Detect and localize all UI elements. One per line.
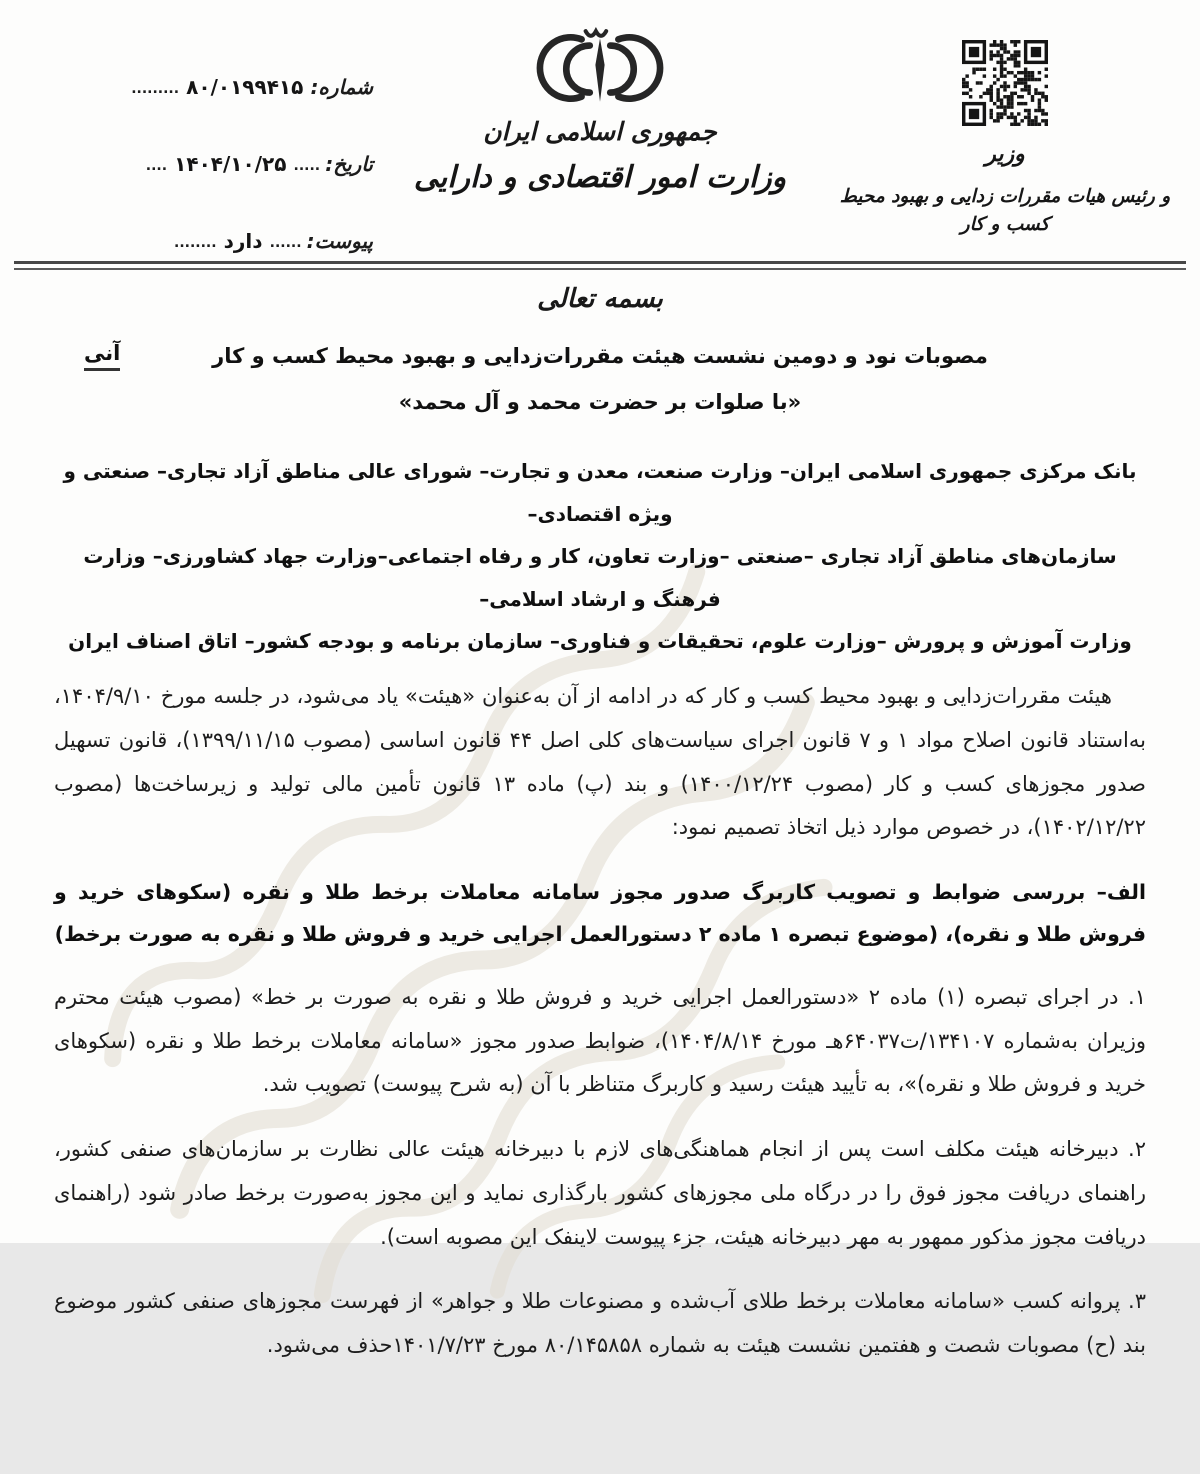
attachment-dots-before: ...... xyxy=(269,235,302,251)
iran-emblem-icon xyxy=(538,22,662,114)
recipients-line-3: وزارت آموزش و پرورش –وزارت علوم، تحقیقات و فناوری– سازمان برنامه و بودجه کشور– اتاق اصناف ایران xyxy=(68,629,1132,654)
qr-code xyxy=(962,40,1048,126)
date-label: تاریخ: xyxy=(325,152,373,176)
attachment-field xyxy=(38,226,373,258)
date-dots-before: ..... xyxy=(293,158,321,174)
recipients-line-2: سازمان‌های مناطق آزاد تجاری –صنعتی –وزارت تعاون، کار و رفاه اجتماعی–وزارت جهاد کشاورزی– وزارت فرهنگ و ارشاد اسلامی– xyxy=(83,544,1117,611)
title-line-2: «با صلوات بر حضرت محمد و آل محمد» xyxy=(398,390,802,415)
letterhead-center xyxy=(400,22,800,199)
besmellah: بسمه تعالی xyxy=(537,284,663,314)
number-label: شماره: xyxy=(310,75,373,99)
date-field xyxy=(38,149,373,181)
urgent-tag: آنی xyxy=(84,341,120,371)
recipients-block xyxy=(54,450,1146,662)
document-body xyxy=(54,279,1146,1389)
section-heading: الف– بررسی ضوابط و تصویب کاربرگ صدور مجوز سامانه معاملات برخط طلا و نقره (سکوهای خرید و فروش طلا و نقره)، (موضوع تبصره ۱ ماده ۲ دستورالعمل اجرایی خرید و فروش طلا و نقره به صورت برخط) xyxy=(54,880,1146,947)
attachment-label: پیوست: xyxy=(306,229,373,253)
attachment-value: دارد xyxy=(223,229,263,253)
intro-paragraph: هیئت مقررات‌زدایی و بهبود محیط کسب و کار که در ادامه از آن به‌عنوان «هیئت» یاد می‌شود، در جلسه مورخ ۱۴۰۴/۹/۱۰، به‌استناد قانون اصلاح مواد ۱ و ۷ قانون اجرای سیاست‌های کلی اصل ۴۴ قانون اساسی (مصوب ۱۳۹۹/۱۱/۱۵)، قانون تسهیل صدور مجوزهای کسب و کار (مصوب ۱۴۰۰/۱۲/۲۴) و بند (پ) ماده ۱۳ قانون تأمین مالی تولید و زیرساخت‌ها (مصوب ۱۴۰۲/۱۲/۲۲)، در خصوص موارد ذیل اتخاذ تصمیم نمود: xyxy=(54,684,1146,840)
title-block xyxy=(54,341,1146,418)
minister-title: وزیر xyxy=(985,142,1025,167)
resolution-item-1: ۱. در اجرای تبصره (۱) ماده ۲ «دستورالعمل اجرایی خرید و فروش طلا و نقره به صورت بر خط» (مصوب هیئت محترم وزیران به‌شماره ۱۳۴۱۰۷/ت۶۴۰۳۷هـ مورخ ۱۴۰۴/۸/۱۴)، ضوابط صدور مجوز «سامانه معاملات برخط طلا و نقره (سکوهای خرید و فروش طلا و نقره)»، به تأیید هیئت رسید و کاربرگ متناظر با آن (به شرح پیوست) تصویب شد. xyxy=(54,985,1147,1097)
ministry-name: وزارت امور اقتصادی و دارایی xyxy=(413,160,787,195)
board-head-title: و رئیس هیات مقررات زدایی و بهبود محیط کسب و کار xyxy=(839,186,1171,235)
resolution-item-3: ۳. پروانه کسب «سامانه معاملات برخط طلای آب‌شده و مصنوعات طلا و جواهر» از فهرست مجوزهای صنفی کشور موضوع بند (ح) مصوبات شصت و هفتمین نشست هیئت به شماره ۸۰/۱۴۵۸۵۸ مورخ ۱۴۰۱/۷/۲۳حذف می‌شود. xyxy=(54,1289,1146,1357)
number-field xyxy=(38,72,373,104)
title-line-1: مصوبات نود و دومین نشست هیئت مقررات‌زدایی و بهبود محیط کسب و کار xyxy=(212,343,988,368)
letterhead-right xyxy=(822,40,1188,239)
country-name: جمهوری اسلامی ایران xyxy=(483,117,717,146)
date-dots-after: .... xyxy=(145,158,168,174)
resolution-item-2: ۲. دبیرخانه هیئت مکلف است پس از انجام هماهنگی‌های لازم با دبیرخانه هیئت عالی نظارت بر سازمان‌های صنفی کشور، راهنمای دریافت مجوز فوق را در درگاه ملی مجوزهای کشور بارگذاری نماید و این مجوز به‌صورت برخط صادر شود (راهنمای دریافت مجوز مذکور ممهور به مهر دبیرخانه هیئت، جزء پیوست لاینفک این مصوبه است). xyxy=(54,1137,1146,1249)
recipients-line-1: بانک مرکزی جمهوری اسلامی ایران– وزارت صنعت، معدن و تجارت– شورای عالی مناطق آزاد تجاری– صنعتی و ویژه اقتصادی– xyxy=(63,459,1137,526)
number-value: ۸۰/۰۱۹۹۴۱۵ xyxy=(186,75,304,99)
attachment-dots-after: ........ xyxy=(174,235,217,251)
letterhead-meta-fields xyxy=(38,72,373,303)
date-value: ۱۴۰۴/۱۰/۲۵ xyxy=(174,152,287,176)
number-dots: ......... xyxy=(131,81,180,97)
